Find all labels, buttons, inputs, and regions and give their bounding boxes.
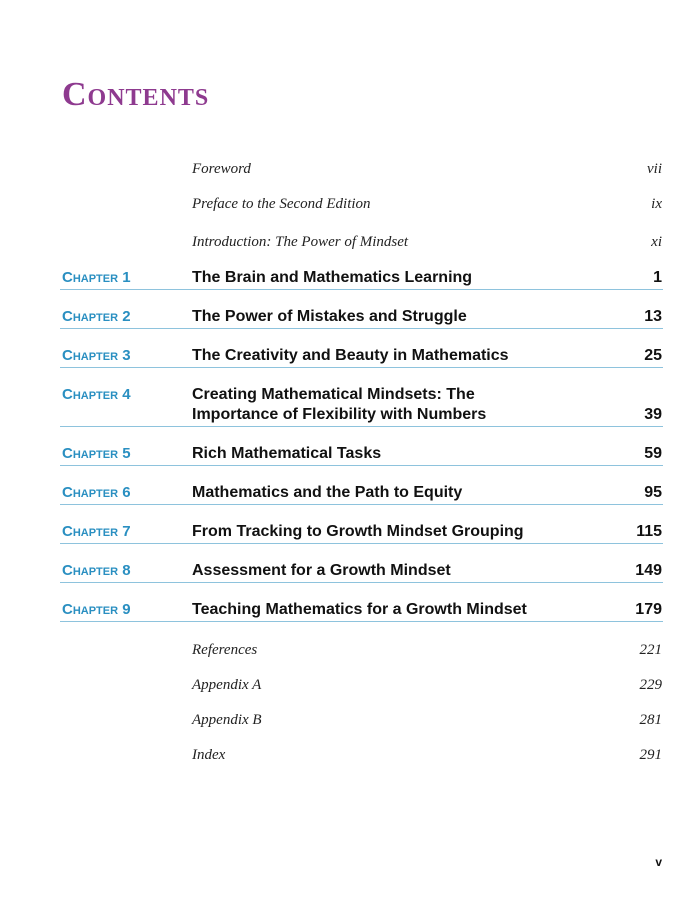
chapter-page: 59 (644, 445, 662, 462)
chapter-divider (60, 582, 663, 583)
chapter-label: Chapter 4 (62, 386, 131, 403)
chapter-page: 25 (644, 347, 662, 364)
chapter-divider (60, 504, 663, 505)
chapter-label: Chapter 3 (62, 347, 131, 364)
chapter-divider (60, 367, 663, 368)
chapter-label: Chapter 7 (62, 523, 131, 540)
toc-entry-page: 229 (639, 677, 662, 693)
page-number: v (655, 855, 662, 869)
chapter-label: Chapter 8 (62, 562, 131, 579)
chapter-divider (60, 328, 663, 329)
chapter-divider (60, 289, 663, 290)
chapter-title: Mathematics and the Path to Equity (192, 484, 463, 501)
chapter-divider (60, 543, 663, 544)
chapter-label: Chapter 6 (62, 484, 131, 501)
chapter-title-line-1: Creating Mathematical Mindsets: The (192, 386, 475, 403)
toc-entry-label: Appendix A (192, 677, 262, 693)
toc-entry-page: 291 (639, 747, 662, 763)
chapter-title-line-2: Importance of Flexibility with Numbers (192, 406, 487, 423)
chapter-page: 115 (636, 523, 662, 540)
chapter-title: Teaching Mathematics for a Growth Mindset (192, 601, 527, 618)
chapter-title: The Power of Mistakes and Struggle (192, 308, 467, 325)
toc-entry-label: Appendix B (192, 712, 262, 728)
chapter-page: 13 (644, 308, 662, 325)
chapter-divider (60, 465, 663, 466)
chapter-label: Chapter 1 (62, 269, 131, 286)
chapter-label: Chapter 5 (62, 445, 131, 462)
chapter-title: The Creativity and Beauty in Mathematics (192, 347, 509, 364)
chapter-title: Assessment for a Growth Mindset (192, 562, 451, 579)
toc-entry-label: Introduction: The Power of Mindset (192, 234, 409, 250)
toc-entry-page: xi (651, 234, 662, 250)
toc-entry-label: References (192, 642, 258, 658)
chapter-page: 39 (644, 406, 662, 423)
toc-entry-page: 281 (639, 712, 662, 728)
chapter-page: 149 (635, 562, 662, 579)
toc-entry-label: Index (192, 747, 226, 763)
toc-entry-label: Preface to the Second Edition (192, 196, 371, 212)
toc-entry-page: vii (647, 161, 662, 177)
page-title: Contents (62, 76, 210, 113)
chapter-page: 1 (653, 269, 662, 286)
toc-entry-label: Foreword (192, 161, 251, 177)
toc-entry-page: 221 (639, 642, 662, 658)
chapter-divider (60, 426, 663, 427)
chapter-label: Chapter 9 (62, 601, 131, 618)
chapter-page: 179 (635, 601, 662, 618)
toc-entry-page: ix (651, 196, 662, 212)
chapter-title: Rich Mathematical Tasks (192, 445, 382, 462)
chapter-title: The Brain and Mathematics Learning (192, 269, 473, 286)
chapter-divider (60, 621, 663, 622)
chapter-title: From Tracking to Growth Mindset Grouping (192, 523, 524, 540)
chapter-page: 95 (644, 484, 662, 501)
chapter-label: Chapter 2 (62, 308, 131, 325)
